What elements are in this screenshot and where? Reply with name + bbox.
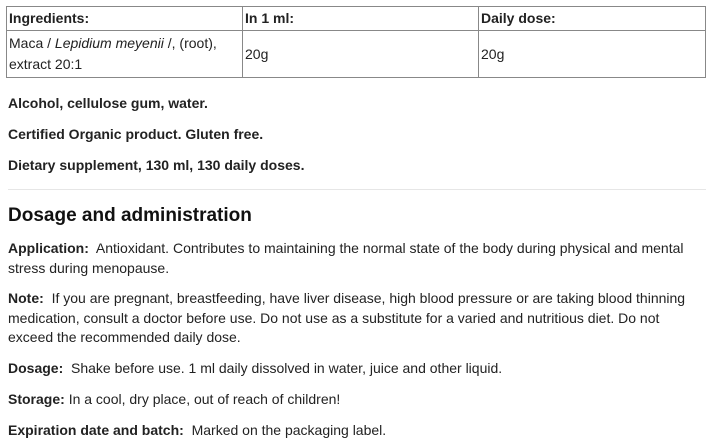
supplement-line: Dietary supplement, 130 ml, 130 daily doses. — [8, 157, 305, 173]
expiration-label: Expiration date and batch: — [8, 422, 184, 438]
header-ingredients: Ingredients: — [7, 7, 243, 31]
ingredient-cell — [7, 31, 243, 78]
storage-label: Storage: — [8, 391, 65, 407]
note-text: If you are pregnant, breastfeeding, have liver disease, high blood pressure or are taking blood thinning medication, consult a doctor before use. Do not use as a substitute for a varied and nutritious diet. Do not exceed the recommended daily dose. — [8, 290, 686, 345]
storage-text: In a cool, dry place, out of reach of children! — [68, 391, 341, 407]
header-daily-dose: Daily dose: — [479, 7, 706, 31]
ingredient-latin-name: Lepidium meyenii — [54, 35, 164, 51]
ingredient-suffix: /, (root), extract 20:1 — [9, 35, 217, 72]
daily-dose-cell: 20g — [479, 31, 706, 78]
note-paragraph — [8, 289, 708, 348]
dosage-label: Dosage: — [8, 360, 64, 376]
section-divider — [8, 189, 706, 190]
expiration-paragraph — [8, 421, 708, 441]
ingredients-table — [6, 6, 706, 78]
other-ingredients-line: Alcohol, cellulose gum, water. — [8, 95, 208, 111]
certification-line: Certified Organic product. Gluten free. — [8, 126, 264, 142]
table-header-row — [7, 7, 706, 31]
header-per-ml: In 1 ml: — [243, 7, 479, 31]
table-row — [7, 31, 706, 78]
application-text: Antioxidant. Contributes to maintaining the normal state of the body during physical and mental stress during menopause. — [8, 240, 684, 276]
ingredient-prefix: Maca / — [9, 35, 55, 51]
per-ml-cell: 20g — [243, 31, 479, 78]
storage-paragraph — [8, 390, 708, 410]
dosage-text: Shake before use. 1 ml daily dissolved in water, juice and other liquid. — [71, 360, 503, 376]
dosage-paragraph — [8, 359, 708, 379]
note-label: Note: — [8, 290, 44, 306]
expiration-text: Marked on the packaging label. — [191, 422, 387, 438]
application-paragraph — [8, 239, 708, 278]
section-title: Dosage and administration — [8, 205, 252, 226]
application-label: Application: — [8, 240, 89, 256]
